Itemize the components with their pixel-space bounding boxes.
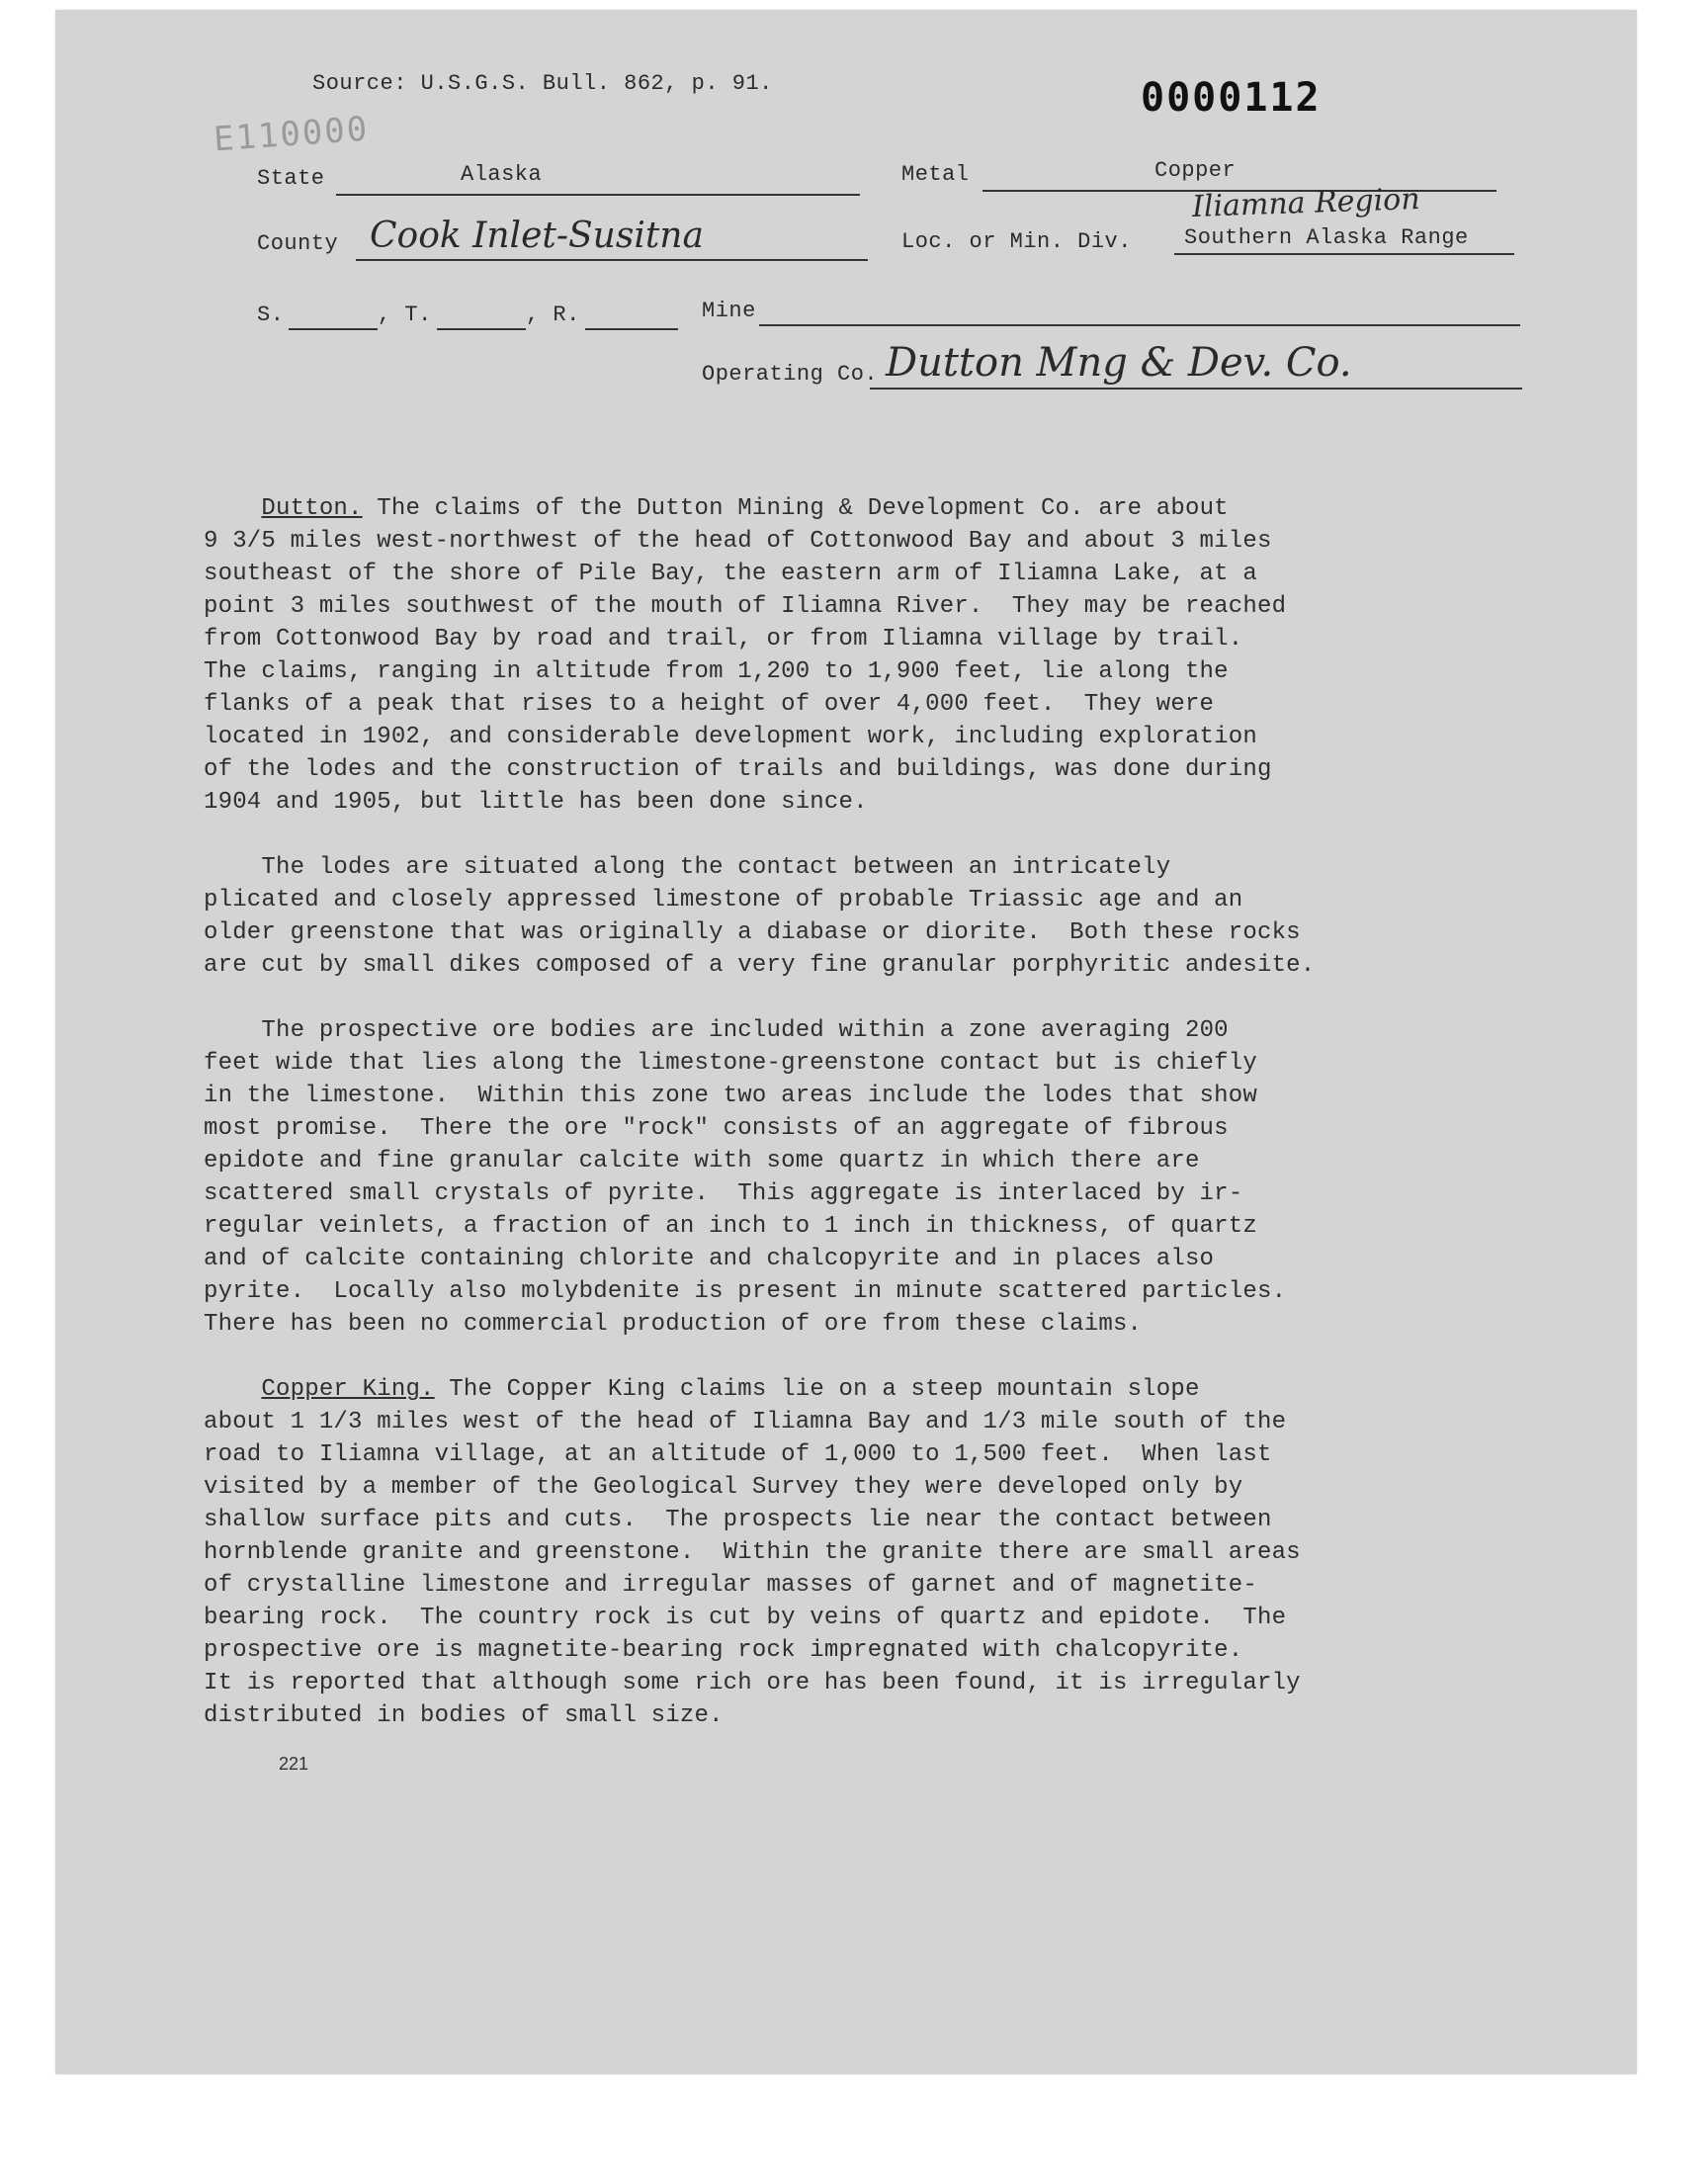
section-field-line	[289, 328, 378, 330]
page-number: 221	[279, 1754, 309, 1774]
loc-field-line	[1174, 253, 1514, 255]
operating-co-label: Operating Co.	[702, 362, 879, 387]
loc-value: Southern Alaska Range	[1184, 225, 1469, 250]
metal-value: Copper	[1154, 158, 1237, 183]
paragraph-ore-bodies	[204, 1014, 1587, 1341]
ore-bodies-text: The prospective ore bodies are included within a zone averaging 200 feet wide that lies along the limestone-greenstone contact but is chiefly in the limestone. Within this zone two areas include the lodes that show most promise. There the ore "rock" consists of an aggregate of fibrous epidote and fine granular calcite with some quartz in which there are scattered small crystals of pyrite. This aggregate is interlaced by ir- regular veinlets, a fraction of an inch to 1 inch in thickness, of quartz and of calcite containing chlorite and chalcopyrite and in places also pyrite. Locally also molybdenite is present in minute scattered particles. There has been no commercial production of ore from these claims.	[204, 1017, 1287, 1338]
faint-stamp-number: E110000	[212, 109, 371, 160]
county-label: County	[257, 231, 339, 256]
paragraph-dutton	[204, 492, 1587, 819]
mine-label: Mine	[702, 299, 756, 323]
township-field-line	[437, 328, 526, 330]
county-handwritten-value: Cook Inlet-Susitna	[370, 216, 704, 256]
county-field-line	[356, 259, 868, 261]
state-value: Alaska	[461, 162, 543, 187]
loc-label: Loc. or Min. Div.	[901, 229, 1132, 254]
dutton-heading: Dutton.	[261, 495, 363, 522]
state-label: State	[257, 166, 325, 191]
mine-field-line	[759, 324, 1520, 326]
state-field-line	[336, 194, 860, 196]
loc-handwritten-value: Iliamna Region	[1191, 181, 1421, 225]
document-number: 0000112	[1141, 75, 1322, 121]
lodes-text: The lodes are situated along the contact between an intricately plicated and closely appressed limestone of probable Triassic age and an older greenstone that was originally a diabase or diorite. Both these rocks are cut by small dikes composed of a very fine granular porphyritic andesite.	[204, 854, 1316, 979]
copper-king-heading: Copper King.	[261, 1376, 435, 1403]
operating-co-field-line	[870, 388, 1522, 390]
copper-king-text: The Copper King claims lie on a steep mountain slope about 1 1/3 miles west of the head of Iliamna Bay and 1/3 mile south of the road to Iliamna village, at an altitude of 1,000 to 1,500 feet. When last visited by a member of the Geological Survey they were developed only by shallow surface pits and cuts. The prospects lie near the contact between hornblende granite and greenstone. Within the granite there are small areas of crystalline limestone and irregular masses of garnet and of magnetite- bearing rock. The country rock is cut by veins of quartz and epidote. The prospective ore is magnetite-bearing rock impregnated with chalcopyrite. It is reported that although some rich ore has been found, it is irregularly distributed in bodies of small size.	[204, 1376, 1301, 1729]
document-body	[204, 492, 1587, 1765]
township-label: , T.	[378, 303, 432, 327]
range-field-line	[585, 328, 678, 330]
section-label: S.	[257, 303, 285, 327]
dutton-text: The claims of the Dutton Mining & Development Co. are about 9 3/5 miles west-northwest of the head of Cottonwood Bay and about 3 miles southeast of the shore of Pile Bay, the eastern arm of Iliamna Lake, at a point 3 miles southwest of the mouth of Iliamna River. They may be reached from Cottonwood Bay by road and trail, or from Iliamna village by trail. The claims, ranging in altitude from 1,200 to 1,900 feet, lie along the flanks of a peak that rises to a height of over 4,000 feet. They were located in 1902, and considerable development work, including exploration of the lodes and the construction of trails and buildings, was done during 1904 and 1905, but little has been done since.	[204, 495, 1287, 816]
operating-co-handwritten-value: Dutton Mng & Dev. Co.	[886, 340, 1352, 386]
metal-label: Metal	[901, 162, 970, 187]
document-page	[55, 10, 1637, 2074]
source-line: Source: U.S.G.S. Bull. 862, p. 91.	[312, 71, 773, 96]
range-label: , R.	[526, 303, 580, 327]
paragraph-copper-king	[204, 1373, 1587, 1732]
paragraph-lodes	[204, 851, 1587, 982]
